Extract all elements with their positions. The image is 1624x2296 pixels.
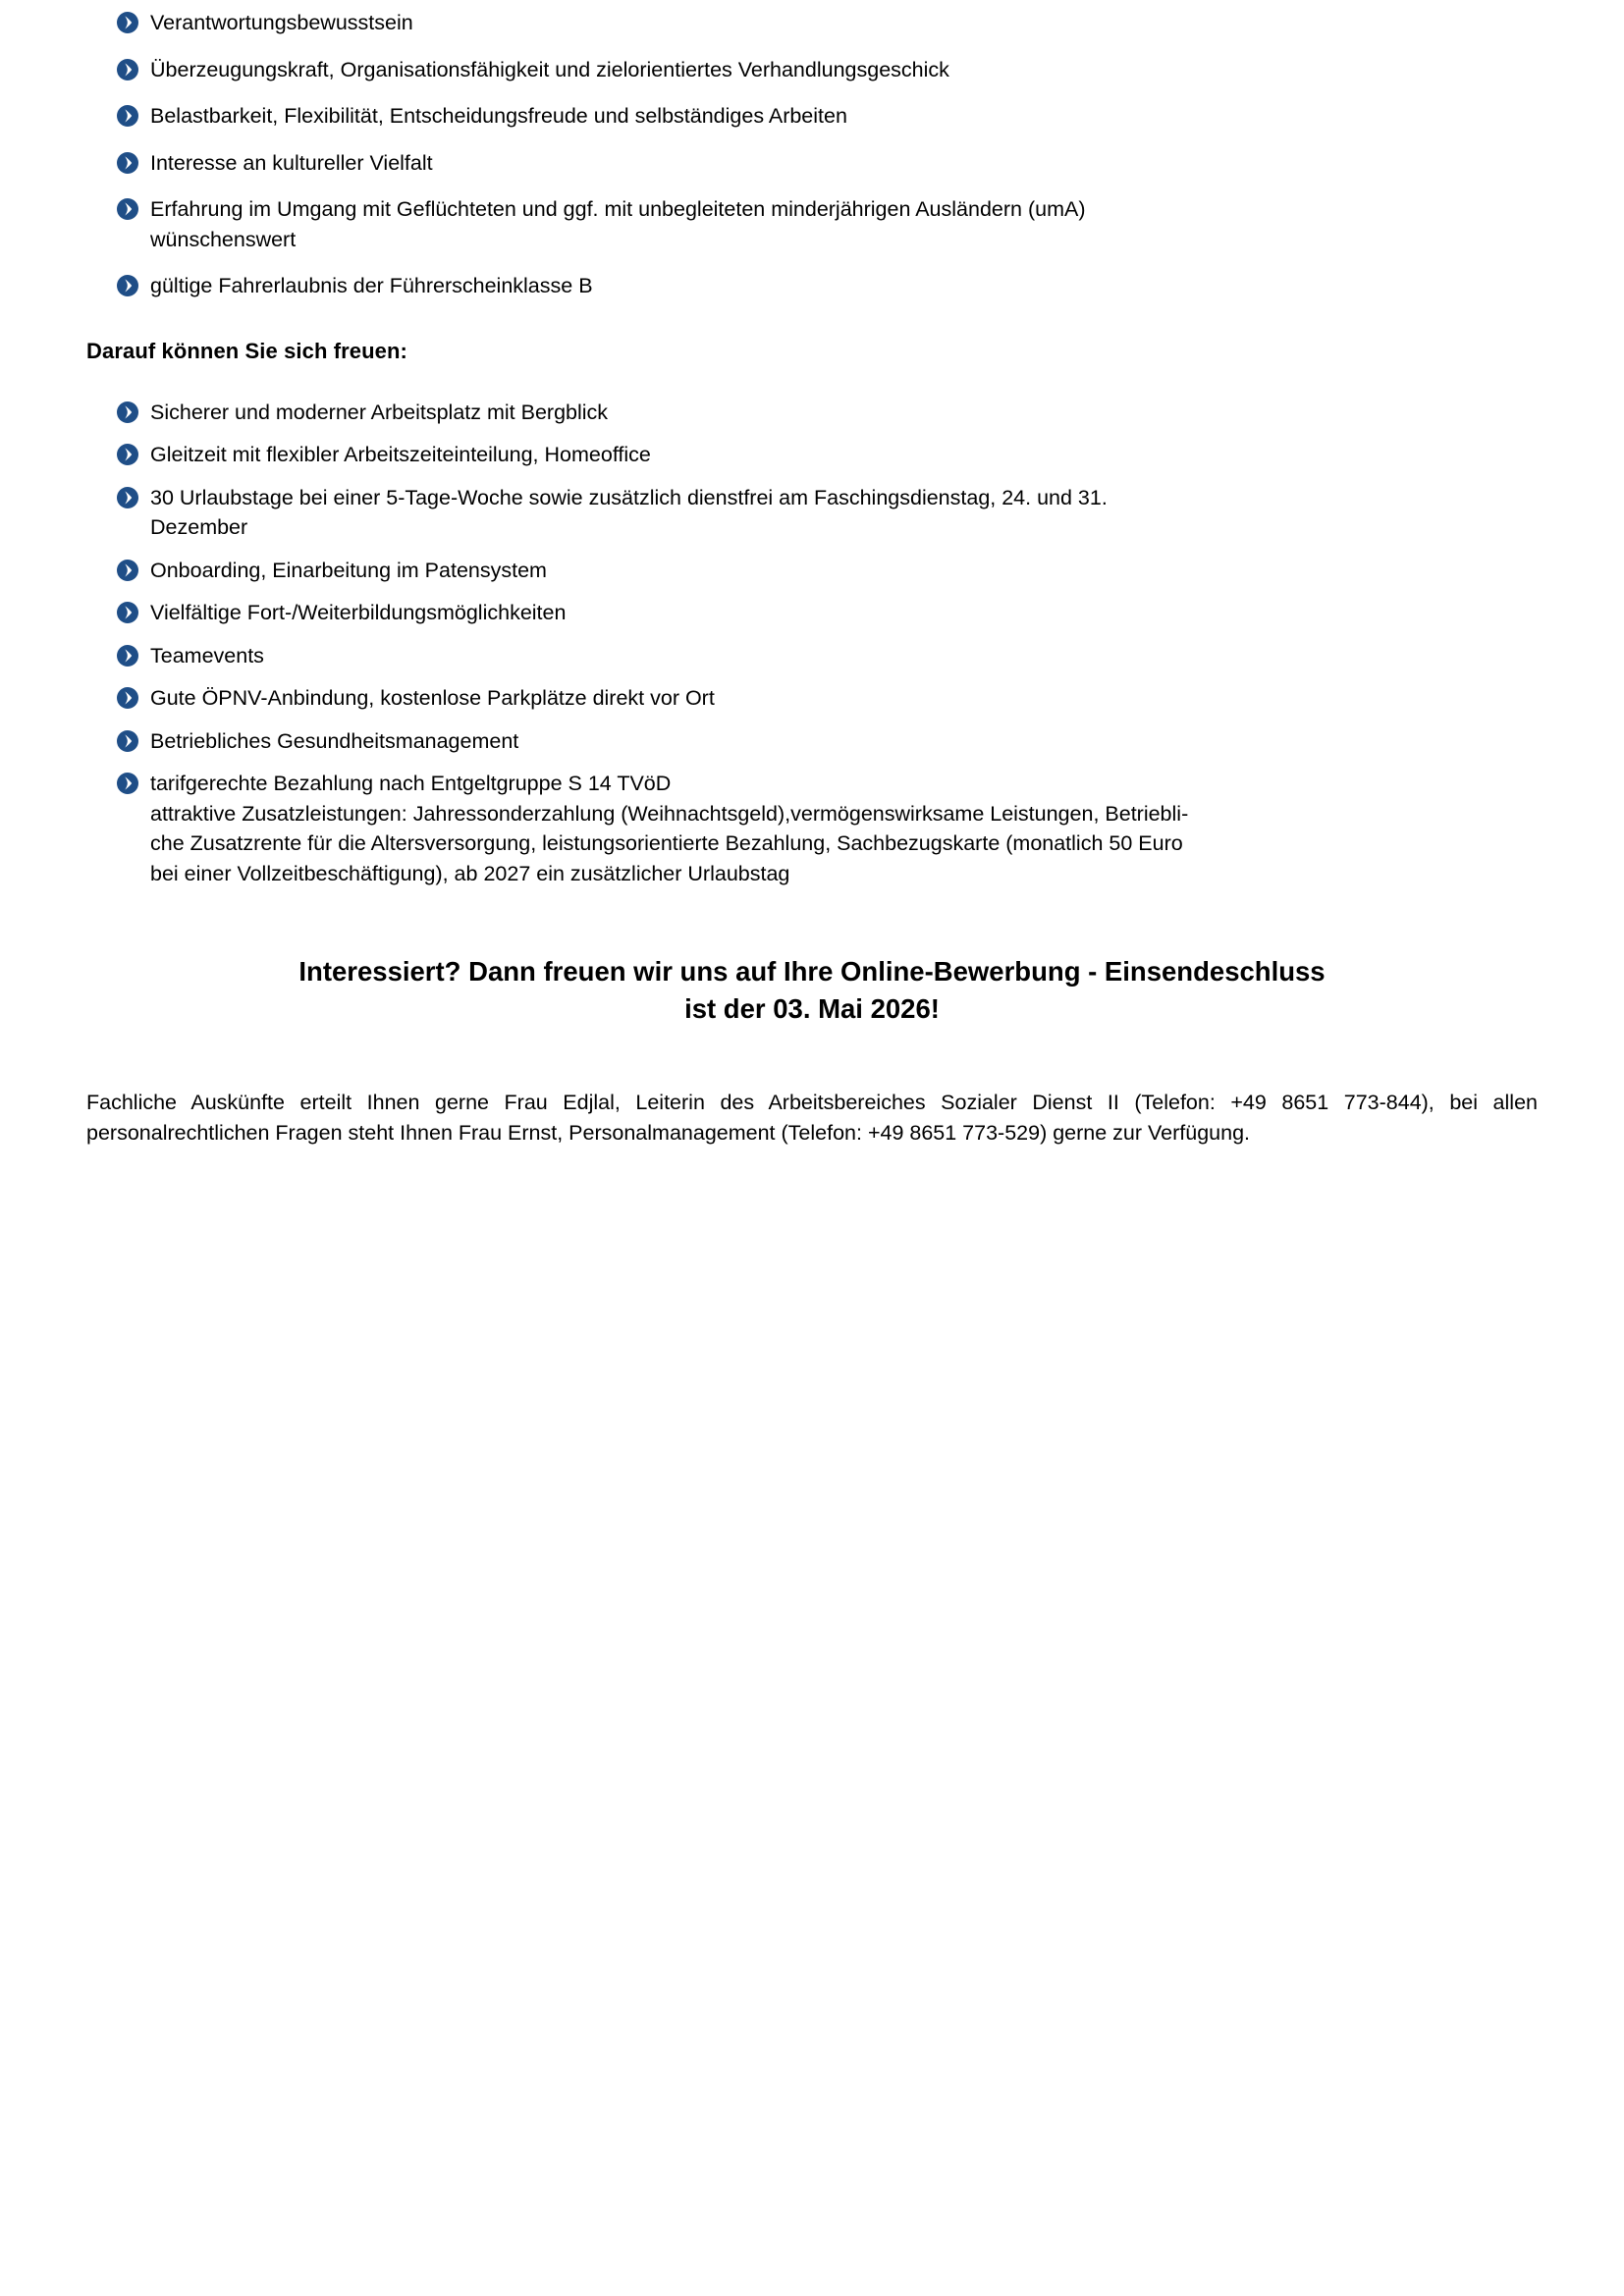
list-item-text: Sicherer und moderner Arbeitsplatz mit Bergblick: [150, 400, 609, 424]
chevron-circle-icon: [116, 151, 139, 175]
list-item-text: gültige Fahrerlaubnis der Führerscheinklasse B: [150, 274, 593, 298]
chevron-circle-icon: [116, 197, 139, 221]
chevron-circle-icon: [116, 686, 139, 710]
list-item-text: 30 Urlaubstage bei einer 5-Tage-Woche sowie zusätzlich dienstfrei am Faschingsdienstag, 24. und 31.: [150, 485, 1108, 509]
list-item: [86, 726, 1538, 757]
list-item: [86, 398, 1538, 428]
list-item: [86, 440, 1538, 470]
list-item-text: Betriebliches Gesundheitsmanagement: [150, 728, 519, 753]
chevron-circle-icon: [116, 104, 139, 128]
requirements-list: [86, 8, 1538, 301]
benefits-heading: Darauf können Sie sich freuen:: [86, 338, 407, 363]
list-item: [86, 769, 1538, 888]
list-item: [86, 8, 1538, 38]
list-item-text-continuation: Dezember: [150, 515, 248, 540]
chevron-circle-icon: [116, 400, 139, 424]
list-item-text: Vielfältige Fort-/Weiterbildungsmöglichkeiten: [150, 601, 567, 625]
list-item: [86, 556, 1538, 586]
list-item-text-continuation: che Zusatzrente für die Altersversorgung, leistungsorientierte Bezahlung, Sachbezugskarte (monatlich 50 Euro: [150, 831, 1183, 856]
list-item-text: tarifgerechte Bezahlung nach Entgeltgruppe S 14 TVöD: [150, 772, 672, 796]
chevron-circle-icon: [116, 11, 139, 34]
list-item-text: Teamevents: [150, 643, 264, 667]
cta-heading-line-1: Interessiert? Dann freuen wir uns auf Ihre Online-Bewerbung - Einsendeschluss: [298, 956, 1326, 988]
benefits-list: [86, 398, 1538, 889]
list-item: [86, 483, 1538, 543]
chevron-circle-icon: [116, 486, 139, 509]
chevron-circle-icon: [116, 443, 139, 466]
list-item: [86, 271, 1538, 301]
chevron-circle-icon: [116, 601, 139, 624]
list-item-text: Überzeugungskraft, Organisationsfähigkeit und zielorientiertes Verhandlungsgeschick: [150, 57, 949, 81]
list-item: [86, 148, 1538, 179]
cta-heading: [86, 953, 1538, 1027]
list-item-text-continuation: wünschenswert: [150, 227, 297, 251]
list-item-text: Verantwortungsbewusstsein: [150, 11, 413, 34]
list-item-text: Erfahrung im Umgang mit Geflüchteten und ggf. mit unbegleiteten minderjährigen Ausländern (umA): [150, 197, 1086, 222]
list-item-text: Gute ÖPNV-Anbindung, kostenlose Parkplätze direkt vor Ort: [150, 686, 715, 711]
list-item-text-continuation: attraktive Zusatzleistungen: Jahressonderzahlung (Weihnachtsgeld),vermögenswirksame Leistungen, Betriebli-: [150, 801, 1189, 826]
list-item: [86, 194, 1538, 254]
closing-paragraph: Fachliche Auskünfte erteilt Ihnen gerne Frau Edjlal, Leiterin des Arbeitsbereiches Sozialer Dienst II (Telefon: +49 8651 773-844), bei allen personalrechtlichen Fragen steht Ihnen Frau Ernst, Personalmanagement (Telefon: +49 8651 773-529) gerne zur Verfügung.: [86, 1091, 1538, 1146]
chevron-circle-icon: [116, 274, 139, 297]
list-item: [86, 641, 1538, 671]
list-item-text: Belastbarkeit, Flexibilität, Entscheidungsfreude und selbständiges Arbeiten: [150, 104, 847, 129]
list-item: [86, 55, 1538, 85]
chevron-circle-icon: [116, 772, 139, 795]
chevron-circle-icon: [116, 644, 139, 667]
list-item: [86, 683, 1538, 714]
list-item: [86, 598, 1538, 628]
list-item-text: Onboarding, Einarbeitung im Patensystem: [150, 558, 547, 582]
cta-heading-line-2: ist der 03. Mai 2026!: [684, 992, 940, 1024]
list-item-text-continuation: bei einer Vollzeitbeschäftigung), ab 2027 ein zusätzlicher Urlaubstag: [150, 861, 790, 885]
chevron-circle-icon: [116, 729, 139, 753]
document-content: [86, 8, 1538, 1148]
chevron-circle-icon: [116, 559, 139, 582]
list-item-text: Interesse an kultureller Vielfalt: [150, 150, 433, 175]
list-item: [86, 101, 1538, 132]
list-item-text: Gleitzeit mit flexibler Arbeitszeiteinteilung, Homeoffice: [150, 443, 651, 467]
chevron-circle-icon: [116, 58, 139, 81]
